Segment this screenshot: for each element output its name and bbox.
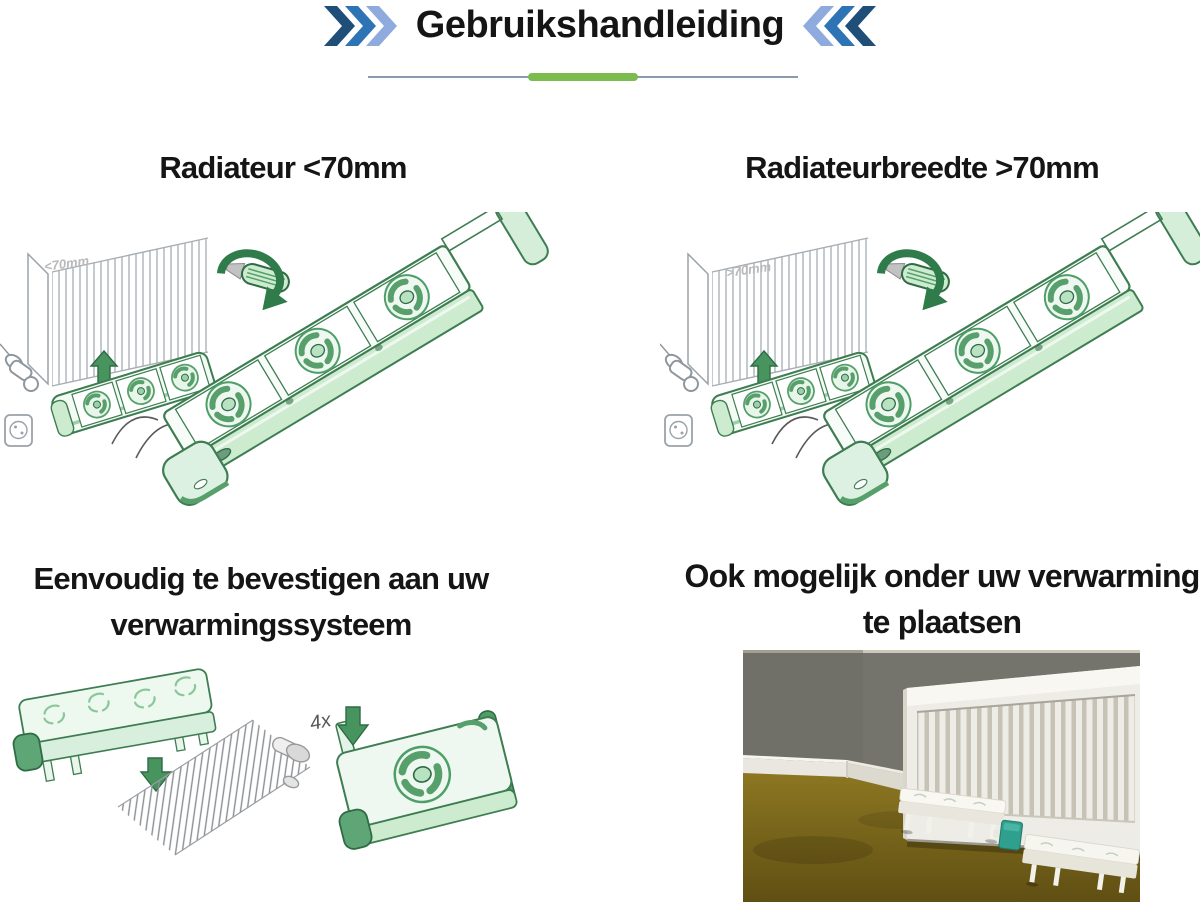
chevrons-right-icon — [324, 6, 400, 46]
heading-easy-mount — [11, 556, 511, 648]
heading-easy-mount-line1: Eenvoudig te bevestigen aan uw — [33, 561, 489, 596]
heading-easy-mount-line2: verwarmingssysteem — [110, 607, 412, 642]
heading-under-heater — [672, 553, 1200, 645]
heading-under-heater-line2: te plaatsen — [862, 604, 1022, 640]
chevrons-left-icon — [800, 6, 876, 46]
sketch-size-label-wide: >70mm — [725, 258, 772, 281]
divider — [368, 72, 798, 82]
divider-accent — [528, 73, 638, 81]
quantity-label: 4x — [307, 709, 334, 736]
room-photo — [743, 650, 1140, 902]
heading-radiator-small: Radiateur <70mm — [159, 150, 407, 185]
installation-illustration-wide — [660, 212, 1200, 512]
page-title: Gebruikshandleiding — [415, 4, 785, 46]
mounting-illustration — [10, 655, 530, 902]
heading-radiator-wide: Radiateurbreedte >70mm — [745, 150, 1099, 185]
heading-under-heater-line1: Ook mogelijk onder uw verwarming — [684, 558, 1200, 594]
sketch-size-label-narrow: <70mm — [43, 252, 90, 275]
header — [0, 4, 1200, 47]
